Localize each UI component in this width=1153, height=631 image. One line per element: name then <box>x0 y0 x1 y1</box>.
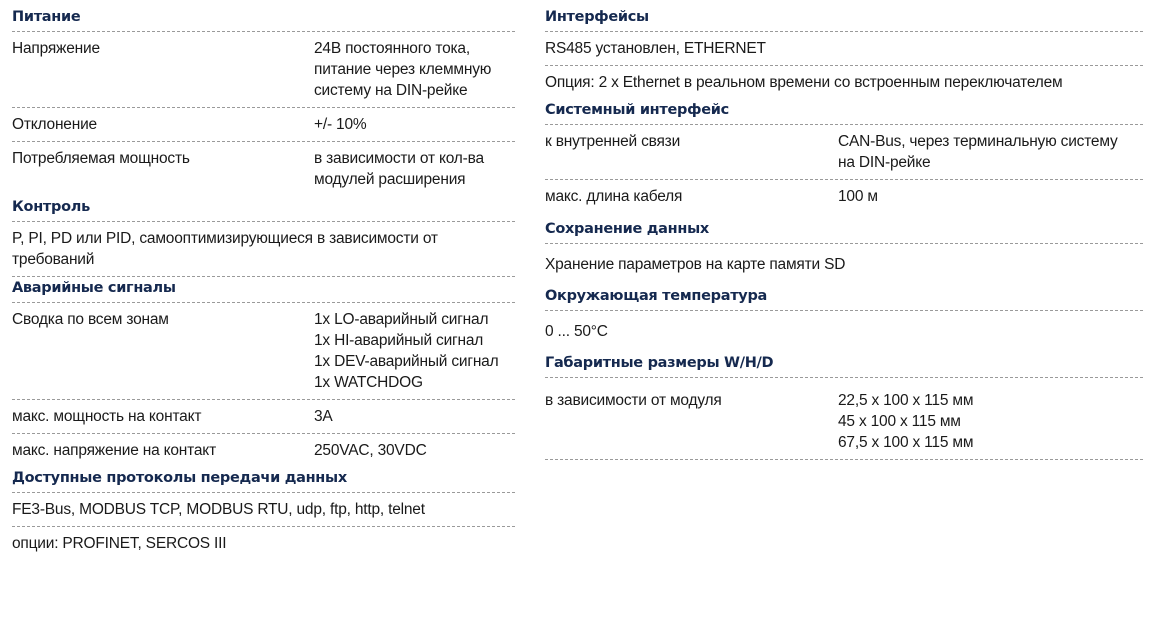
spec-value <box>314 148 515 190</box>
spec-value <box>838 390 1143 453</box>
spec-text-line: требований <box>12 251 95 268</box>
spec-row-data-storage <box>545 244 1143 285</box>
section-title-data-storage: Сохранение данных <box>545 213 1143 244</box>
section-title-ambient: Окружающая температура <box>545 285 1143 311</box>
spec-value-line: 1x DEV-аварийный сигнал <box>314 353 499 370</box>
spec-value-line: питание через клеммную <box>314 61 492 78</box>
spec-text: Хранение параметров на карте памяти SD <box>545 256 846 273</box>
left-column <box>12 6 515 560</box>
spec-text-line: P, PI, PD или PID, самооптимизирующиеся в зависимости от <box>12 230 438 247</box>
spec-row-control-modes <box>12 222 515 277</box>
spec-row-contact-voltage <box>12 434 515 467</box>
spec-row-protocols <box>12 493 515 527</box>
spec-value-line: 67,5 x 100 x 115 мм <box>838 434 974 451</box>
spec-row-dimensions <box>545 378 1143 460</box>
spec-key: к внутренней связи <box>545 133 681 150</box>
spec-value <box>838 131 1143 173</box>
spec-text: 0 ... 50°C <box>545 323 608 340</box>
spec-row-consumption <box>12 142 515 196</box>
section-title-control: Контроль <box>12 196 515 222</box>
spec-value <box>314 440 515 461</box>
spec-row-interfaces <box>545 32 1143 66</box>
spec-value <box>314 114 515 135</box>
spec-value-line: 250VAC, 30VDC <box>314 442 427 459</box>
spec-value <box>314 406 515 427</box>
spec-value <box>314 38 515 101</box>
spec-value-line: 1x WATCHDOG <box>314 374 423 391</box>
spec-text <box>12 228 515 270</box>
spec-value-line: CAN-Bus, через терминальную систему <box>838 133 1118 150</box>
spec-row-deviation <box>12 108 515 142</box>
spec-key: макс. мощность на контакт <box>12 408 202 425</box>
spec-value <box>838 186 1143 207</box>
right-column <box>545 6 1143 460</box>
section-title-alarms: Аварийные сигналы <box>12 277 515 303</box>
spec-value-line: 45 x 100 x 115 мм <box>838 413 961 430</box>
spec-text: опции: PROFINET, SERCOS III <box>12 535 227 552</box>
section-title-system-interface: Системный интерфейс <box>545 99 1143 125</box>
spec-row-protocol-options <box>12 527 515 560</box>
spec-value-line: 100 м <box>838 188 878 205</box>
spec-key: Отклонение <box>12 116 97 133</box>
spec-value-line: 1x LO-аварийный сигнал <box>314 311 489 328</box>
spec-value-line: на DIN-рейке <box>838 154 931 171</box>
section-title-protocols: Доступные протоколы передачи данных <box>12 467 515 493</box>
spec-value-line: 24В постоянного тока, <box>314 40 470 57</box>
spec-key: Потребляемая мощность <box>12 150 190 167</box>
spec-key: в зависимости от модуля <box>545 392 722 409</box>
spec-row-cable-length <box>545 180 1143 213</box>
spec-value-line: модулей расширения <box>314 171 466 188</box>
spec-value-line: 1x HI-аварийный сигнал <box>314 332 484 349</box>
spec-row-interface-option <box>545 66 1143 99</box>
spec-value-line: в зависимости от кол-ва <box>314 150 484 167</box>
spec-key: Сводка по всем зонам <box>12 311 169 328</box>
spec-value-line: +/- 10% <box>314 116 367 133</box>
spec-row-contact-power <box>12 400 515 434</box>
spec-text: FE3-Bus, MODBUS TCP, MODBUS RTU, udp, ftp, http, telnet <box>12 501 425 518</box>
spec-text: Опция: 2 x Ethernet в реальном времени со встроенным переключателем <box>545 74 1063 91</box>
spec-key: макс. напряжение на контакт <box>12 442 216 459</box>
spec-value <box>314 309 515 393</box>
spec-key: макс. длина кабеля <box>545 188 683 205</box>
spec-value-line: 3A <box>314 408 333 425</box>
spec-key: Напряжение <box>12 40 100 57</box>
spec-row-ambient <box>545 311 1143 352</box>
section-title-interfaces: Интерфейсы <box>545 6 1143 32</box>
section-title-dimensions: Габаритные размеры W/H/D <box>545 352 1143 378</box>
spec-row-alarm-summary <box>12 303 515 400</box>
spec-row-internal-link <box>545 125 1143 180</box>
spec-row-voltage <box>12 32 515 108</box>
spec-text: RS485 установлен, ETHERNET <box>545 40 766 57</box>
spec-value-line: систему на DIN-рейке <box>314 82 468 99</box>
section-title-power: Питание <box>12 6 515 32</box>
spec-value-line: 22,5 x 100 x 115 мм <box>838 392 974 409</box>
